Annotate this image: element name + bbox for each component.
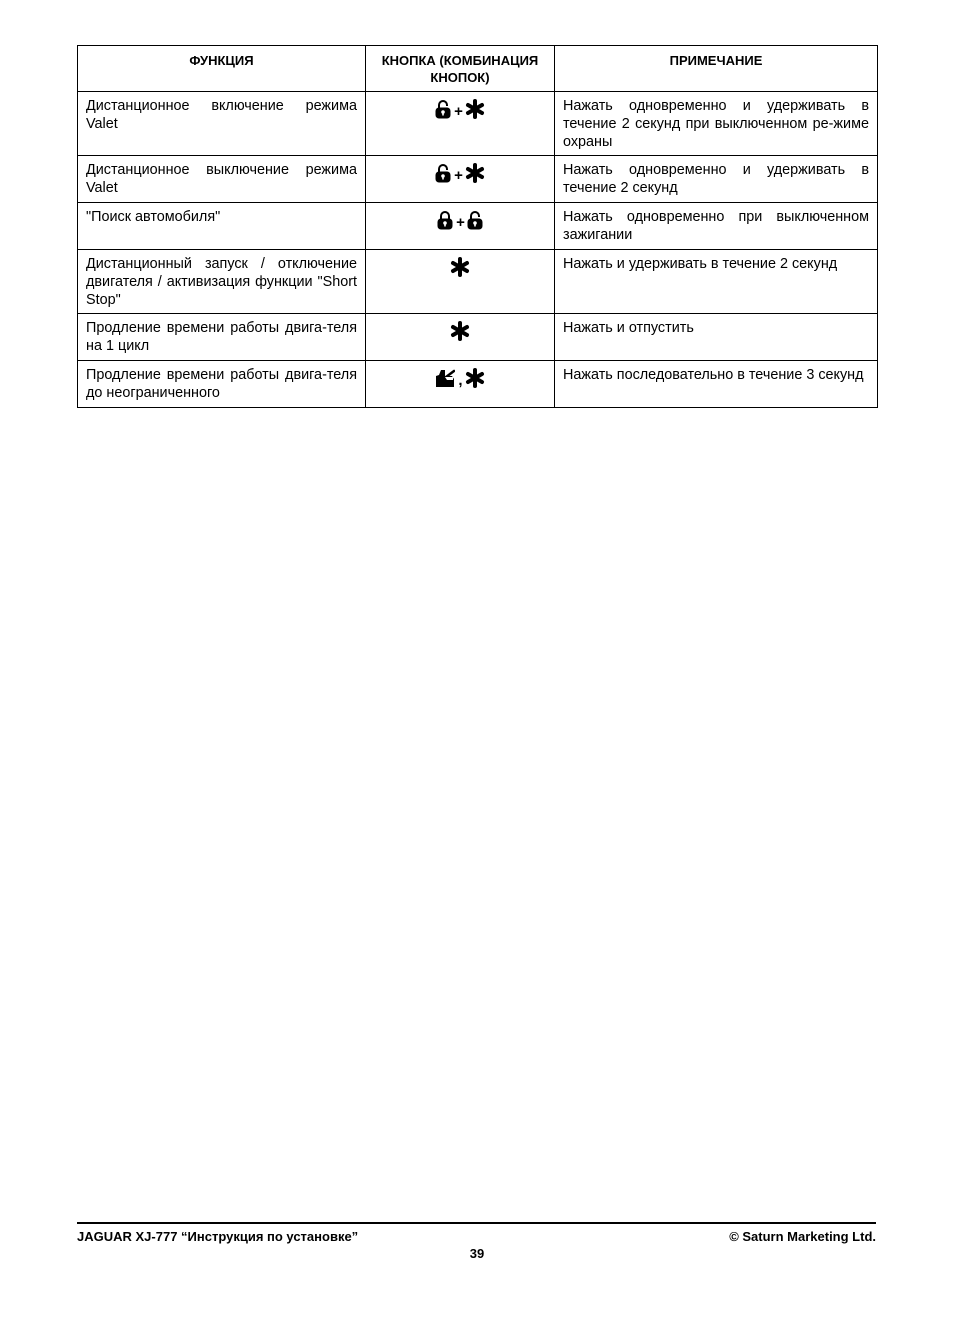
header-note: ПРИМЕЧАНИЕ (555, 46, 878, 92)
table-row (78, 156, 878, 203)
asterisk-icon (450, 257, 470, 277)
functions-table (77, 45, 878, 408)
function-cell: Продление времени работы двига-теля на 1 цикл (78, 314, 366, 361)
button-cell (366, 203, 555, 250)
button-combo (435, 163, 485, 183)
asterisk-icon (450, 321, 470, 341)
table-row (78, 250, 878, 314)
note-cell: Нажать одновременно при выключенном зажигании (555, 203, 878, 250)
note-cell: Нажать и удерживать в течение 2 секунд (555, 250, 878, 314)
button-combo (435, 99, 485, 119)
button-combo (450, 321, 470, 341)
page-number: 39 (469, 1246, 485, 1261)
function-cell: Дистанционный запуск / отключение двигателя / активизация функции "Short Stop" (78, 250, 366, 314)
button-cell (366, 156, 555, 203)
button-cell (366, 250, 555, 314)
button-combo (437, 210, 483, 230)
unlock-icon (467, 210, 483, 230)
function-cell: Продление времени работы двига-теля до неограниченного (78, 361, 366, 408)
unlock-icon (435, 99, 451, 119)
note-cell: Нажать и отпустить (555, 314, 878, 361)
header-button: КНОПКА (КОМБИНАЦИЯ КНОПОК) (366, 46, 555, 92)
footer-title: JAGUAR XJ-777 “Инструкция по установке” (77, 1229, 359, 1244)
trunk-icon (435, 368, 455, 388)
combo-separator: , (458, 372, 463, 389)
button-combo (450, 257, 470, 277)
button-cell (366, 92, 555, 156)
note-cell: Нажать одновременно и удерживать в течение 2 секунд (555, 156, 878, 203)
combo-separator: + (456, 214, 465, 231)
combo-separator: + (454, 103, 463, 120)
function-cell: "Поиск автомобиля" (78, 203, 366, 250)
function-cell: Дистанционное выключение режима Valet (78, 156, 366, 203)
note-cell: Нажать последовательно в течение 3 секунд (555, 361, 878, 408)
button-cell (366, 361, 555, 408)
asterisk-icon (465, 368, 485, 388)
asterisk-icon (465, 163, 485, 183)
table-row (78, 314, 878, 361)
footer-copyright: © Saturn Marketing Ltd. (729, 1229, 876, 1244)
button-cell (366, 314, 555, 361)
table-row (78, 92, 878, 156)
button-combo (435, 368, 484, 388)
function-cell: Дистанционное включение режима Valet (78, 92, 366, 156)
table-row (78, 361, 878, 408)
table-row (78, 203, 878, 250)
unlock-icon (435, 163, 451, 183)
footer-divider (77, 1222, 876, 1224)
header-function: ФУНКЦИЯ (78, 46, 366, 92)
lock-icon (437, 210, 453, 230)
asterisk-icon (465, 99, 485, 119)
table-header-row (78, 46, 878, 92)
combo-separator: + (454, 167, 463, 184)
note-cell: Нажать одновременно и удерживать в течение 2 секунд при выключенном ре-жиме охраны (555, 92, 878, 156)
